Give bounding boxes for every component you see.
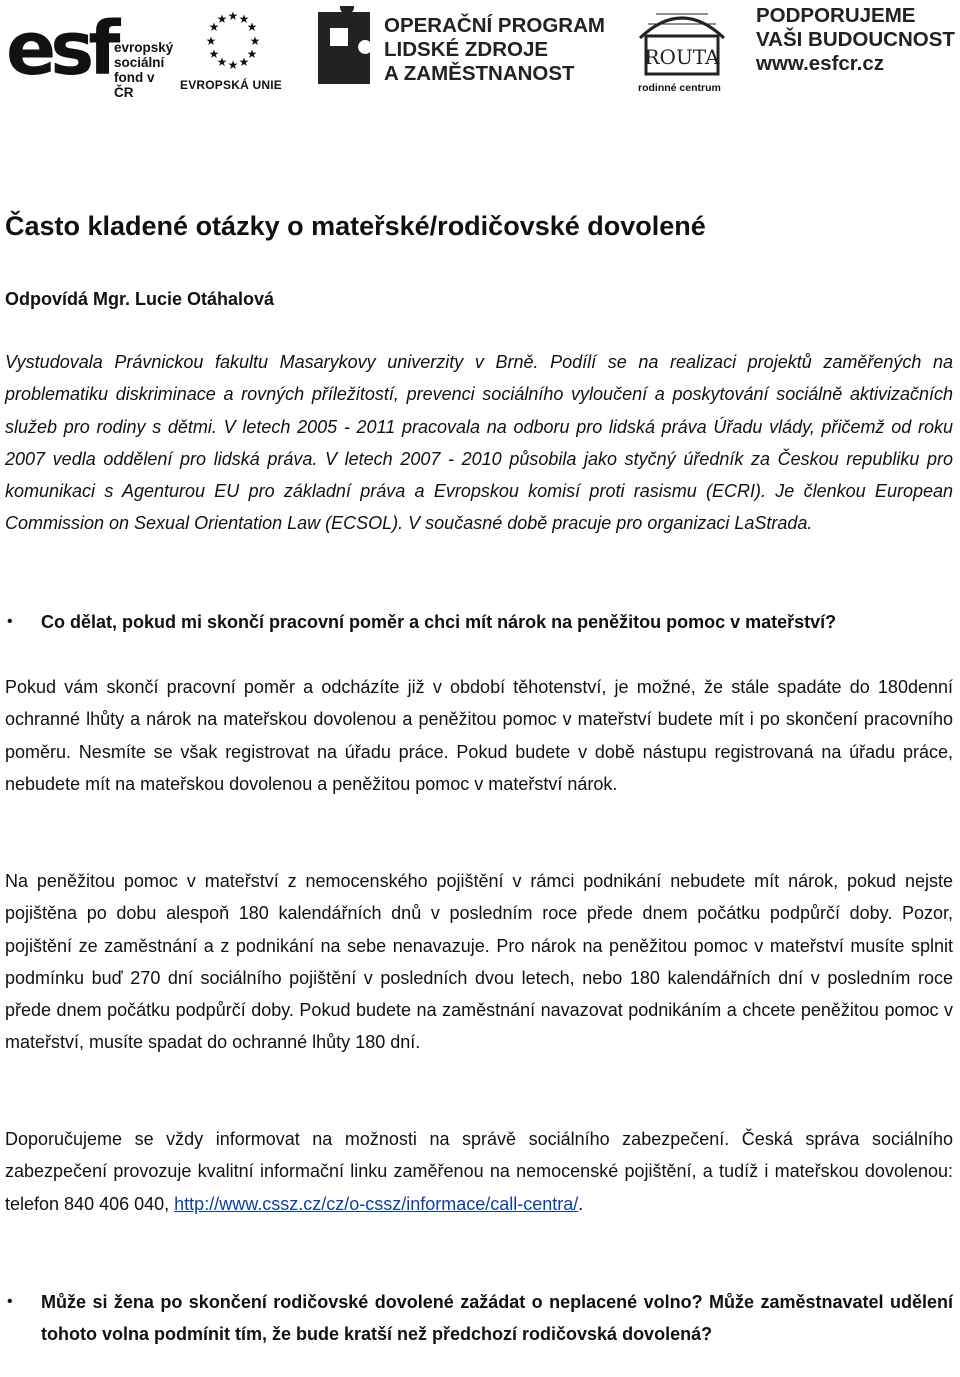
svg-text:★: ★: [208, 47, 220, 61]
routa-subtitle: rodinné centrum: [638, 82, 721, 94]
bullet-icon: •: [7, 613, 13, 630]
answer-paragraph: Na peněžitou pomoc v mateřství z nemocenského pojištění v rámci podnikání nebudete mít nárok, pokud nejste pojištěna po dobu alespoň 180 kalendářních dnů v posledním roce přede dnem počátku podpůrčí doby. Pozor, pojištění ze zaměstnání a z podnikání na sebe nenavazuje. Pro nárok na peněžitou pomoc v mateřství musíte splnit podmínku buď 270 dní sociálního pojištění v posledních dvou letech, nebo 180 kalendářních dní v posledním roce přede dnem počátku podpůrčí doby. Pokud budete na zaměstnání navazovat podnikáním a chcete peněžitou pomoc v mateřství, musíte spadat do ochranné lhůty 180 dní.: [5, 871, 953, 1053]
eu-logo: [180, 4, 286, 96]
routa-house-icon: [636, 4, 728, 82]
svg-text:★: ★: [208, 20, 220, 34]
contact-end: .: [578, 1193, 584, 1214]
esfcr-line: VAŠI BUDOUCNOST: [756, 28, 955, 51]
question-item: [5, 1286, 953, 1351]
routa-name: ROUTA: [644, 45, 720, 69]
esf-logo: [6, 4, 176, 100]
author-bio-text: Vystudovala Právnickou fakultu Masarykovy univerzity v Brně. Podílí se na realizaci projektů zaměřených na problematiku diskriminace a rovných příležitostí, prevenci sociálního vyloučení a poskytování sociálně aktivizačních služeb pro rodiny s dětmi. V letech 2005 - 2011 pracovala na odboru pro lidská práva Úřadu vlády, přičemž od roku 2007 vedla oddělení pro lidská práva. V letech 2007 - 2010 působila jako styčný úředník za Českou republiku pro komunikaci s Agenturou EU pro základní práva a Evropskou komisí proti rasismu (ECRI). Je členkou European Commission on Sexual Orientation Law (ECSOL). V současné době pracuje pro organizaci LaStrada.: [5, 352, 953, 534]
op-text-line: A ZAMĚSTNANOST: [384, 62, 575, 85]
logo-strip: [0, 0, 960, 110]
svg-text:★: ★: [216, 12, 228, 26]
esf-logo-mark: esf: [6, 6, 115, 92]
routa-logo: [636, 4, 728, 100]
page-title: Často kladené otázky o mateřské/rodičovské dovolené: [5, 211, 706, 241]
svg-text:★: ★: [227, 9, 239, 23]
answer-paragraph-contact: [5, 1123, 953, 1220]
cssz-call-centre-link[interactable]: http://www.cssz.cz/cz/o-cssz/informace/call-centra/: [174, 1193, 579, 1214]
esf-text-line: sociální: [114, 55, 165, 70]
svg-text:★: ★: [246, 47, 258, 61]
op-lzz-text: [384, 14, 605, 86]
puzzle-icon: [312, 6, 376, 90]
svg-text:★: ★: [216, 55, 228, 69]
op-text-line: LIDSKÉ ZDROJE: [384, 38, 549, 61]
eu-logo-label: EVROPSKÁ UNIE: [180, 78, 282, 92]
op-text-line: OPERAČNÍ PROGRAM: [384, 14, 605, 37]
answer-paragraph: Pokud vám skončí pracovní poměr a odcházíte již v období těhotenství, je možné, že stále spadáte do 180denní ochranné lhůty a nárok na mateřskou dovolenou a peněžitou pomoc v mateřství budete mít i po skončení pracovního poměru. Nesmíte se však registrovat na úřadu práce. Pokud budete v době nástupu registrovaná na úřadu práce, nebudete mít na mateřskou dovolenou a peněžitou pomoc v mateřství nárok.: [5, 677, 953, 794]
svg-text:★: ★: [227, 58, 239, 72]
svg-text:★: ★: [246, 20, 258, 34]
esf-text-line: fond v ČR: [114, 70, 155, 100]
esfcr-line: PODPORUJEME: [756, 4, 916, 27]
question-text: Co dělat, pokud mi skončí pracovní poměr a chci mít nárok na peněžitou pomoc v mateřství?: [41, 612, 837, 632]
esfcr-logo: [756, 4, 956, 96]
question-text: Může si žena po skončení rodičovské dovolené zažádat o neplacené volno? Může zaměstnavatel udělení tohoto volna podmínit tím, že bude kratší než předchozí rodičovská dovolená?: [41, 1292, 953, 1345]
question-item: [5, 606, 953, 638]
op-lzz-logo: [312, 4, 612, 96]
esf-text-line: evropský: [114, 40, 174, 55]
bullet-icon: •: [7, 1293, 13, 1310]
esf-logo-text: [114, 40, 176, 100]
svg-text:★: ★: [238, 55, 250, 69]
contact-text: Doporučujeme se vždy informovat na možnosti na správě sociálního zabezpečení. Česká správa sociálního zabezpečení provozuje kvalitní informační linku zaměřenou na nemocenské pojištění, a tudíž i mateřskou dovolenou: telefon 840 406 040,: [5, 1129, 953, 1214]
svg-text:★: ★: [238, 12, 250, 26]
author-bio: [5, 346, 953, 540]
author-line: Odpovídá Mgr. Lucie Otáhalová: [5, 289, 275, 309]
eu-stars-icon: [200, 8, 266, 74]
svg-text:★: ★: [205, 34, 217, 48]
svg-text:★: ★: [249, 34, 261, 48]
esfcr-line: www.esfcr.cz: [756, 52, 884, 75]
